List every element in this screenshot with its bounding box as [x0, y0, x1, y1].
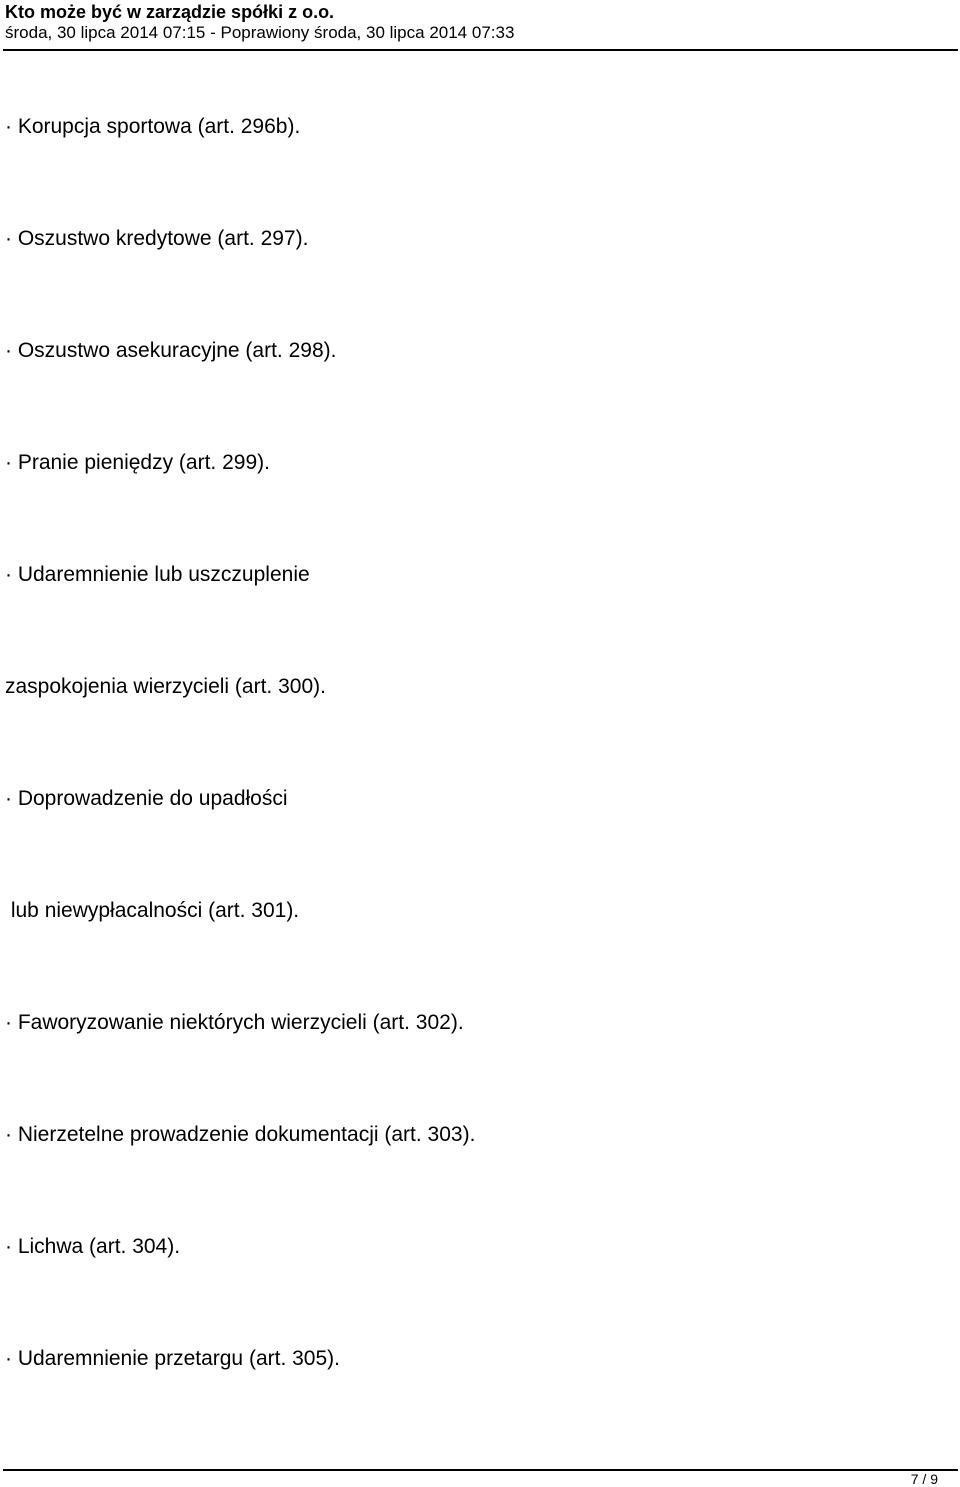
page-title: Kto może być w zarządzie spółki z o.o.	[5, 2, 335, 22]
list-item: · Korupcja sportowa (art. 296b).	[5, 115, 301, 138]
list-item-continuation: lub niewypłacalności (art. 301).	[5, 899, 300, 922]
list-item: · Oszustwo asekuracyjne (art. 298).	[5, 339, 337, 362]
list-item-continuation: zaspokojenia wierzycieli (art. 300).	[5, 675, 326, 698]
list-item: · Lichwa (art. 304).	[5, 1235, 181, 1258]
list-item: · Faworyzowanie niektórych wierzycieli (art. 302).	[5, 1011, 464, 1034]
list-item: · Pranie pieniędzy (art. 299).	[5, 451, 270, 474]
page-number: 7 / 9	[910, 1471, 938, 1487]
list-item: · Udaremnienie lub uszczuplenie	[5, 563, 310, 586]
list-item: · Doprowadzenie do upadłości	[5, 787, 288, 810]
article-dates: środa, 30 lipca 2014 07:15 - Poprawiony środa, 30 lipca 2014 07:33	[5, 23, 515, 42]
list-item: · Nierzetelne prowadzenie dokumentacji (art. 303).	[5, 1123, 476, 1146]
footer-divider	[3, 1469, 958, 1471]
list-item: · Udaremnienie przetargu (art. 305).	[5, 1347, 340, 1370]
list-item: · Oszustwo kredytowe (art. 297).	[5, 227, 309, 250]
header-divider	[3, 49, 958, 51]
